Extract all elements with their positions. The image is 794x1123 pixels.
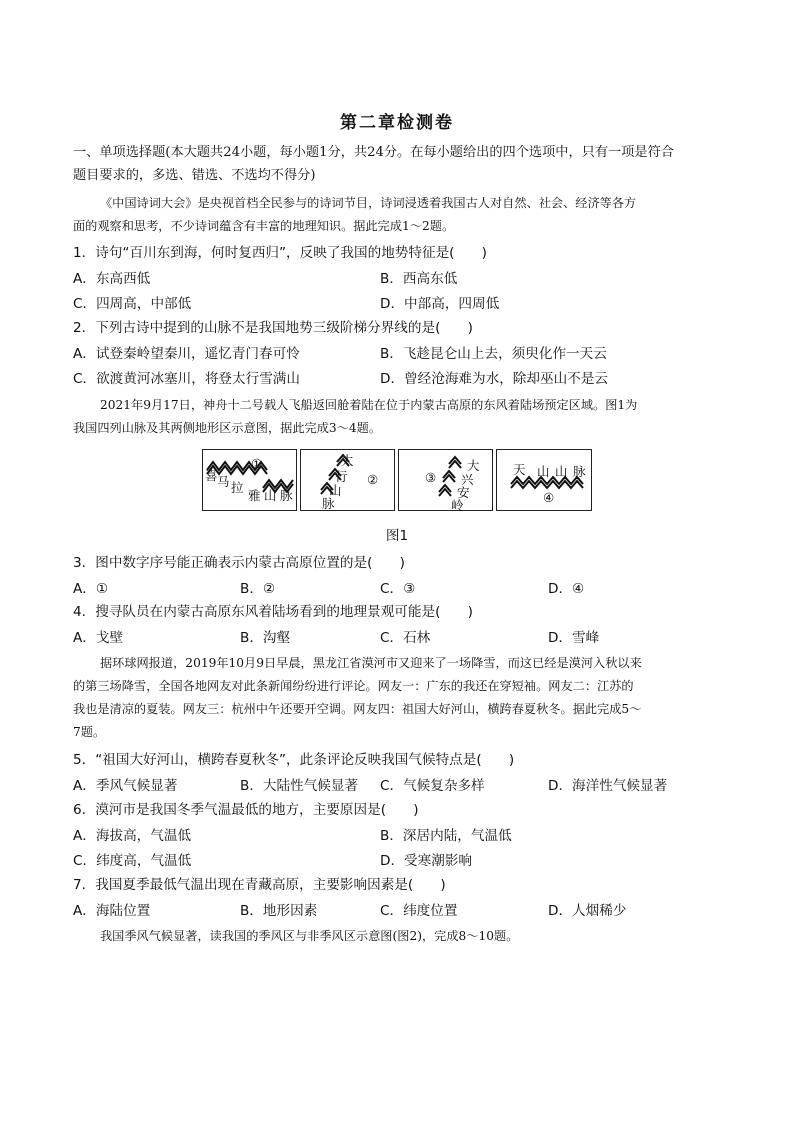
question-7-option-c: C．纬度位置 bbox=[380, 903, 458, 919]
panel3-char4: 岭 bbox=[451, 498, 464, 513]
panel1-char1: 喜 bbox=[205, 468, 218, 483]
figure1-caption: 图1 bbox=[385, 528, 409, 544]
panel3-char1: 大 bbox=[467, 458, 480, 473]
passage1-line1: 《中国诗词大会》是央视首档全民参与的诗词节目，诗词浸透着我国古人对自然、社会、经济等各方 bbox=[100, 196, 637, 210]
question-7-option-a: A．海陆位置 bbox=[73, 903, 151, 919]
question-7-option-b: B．地形因素 bbox=[240, 903, 318, 919]
figure1-panel-1 bbox=[202, 449, 297, 511]
question-5-option-c: C．气候复杂多样 bbox=[380, 778, 485, 794]
passage3-line4: 7题。 bbox=[73, 725, 106, 739]
figure1-panel-3 bbox=[398, 449, 493, 511]
panel2-char4: 脉 bbox=[322, 496, 335, 511]
question-3-stem: 3．图中数字序号能正确表示内蒙古高原位置的是( ) bbox=[73, 555, 405, 571]
panel4-char1: 天 bbox=[513, 462, 526, 477]
panel4-char3: 山 bbox=[555, 464, 568, 479]
panel3-number: ③ bbox=[425, 470, 437, 485]
question-6-stem: 6．漠河市是我国冬季气温最低的地方，主要原因是( ) bbox=[73, 802, 419, 818]
question-6-option-a: A．海拔高，气温低 bbox=[73, 828, 192, 844]
question-3-option-b: B．② bbox=[240, 581, 276, 597]
panel4-char4: 脉 bbox=[573, 464, 586, 479]
passage3-line2: 的第三场降雪，全国各地网友对此条新闻纷纷进行评论。网友一：广东的我还在穿短袖。网友二：江苏的 bbox=[73, 679, 634, 693]
panel1-char3: 拉 bbox=[231, 480, 244, 495]
question-5-option-a: A．季风气候显著 bbox=[73, 778, 178, 794]
passage4-line1: 我国季风气候显著，读我国的季风区与非季风区示意图(图2)，完成8～10题。 bbox=[100, 929, 519, 943]
panel4-number: ④ bbox=[543, 490, 555, 505]
passage1-line2: 面的观察和思考，不少诗词蕴含有丰富的地理知识。据此完成1～2题。 bbox=[73, 219, 455, 233]
panel2-number: ② bbox=[367, 472, 379, 487]
question-1-option-c: C．四周高，中部低 bbox=[73, 296, 192, 312]
panel1-char5: 山 bbox=[264, 488, 277, 503]
question-4-option-b: B．沟壑 bbox=[240, 630, 291, 646]
question-4-option-a: A．戈壁 bbox=[73, 630, 124, 646]
question-1-option-d: D．中部高，四周低 bbox=[380, 296, 500, 312]
passage3-line1: 据环球网报道，2019年10月9日早晨，黑龙江省漠河市又迎来了一场降雪，而这已经是漠河入秋以来 bbox=[100, 656, 642, 670]
panel3-char2: 兴 bbox=[461, 472, 474, 487]
figure1-panel-2 bbox=[300, 449, 395, 511]
question-2-option-b: B．飞趁昆仑山上去，须臾化作一天云 bbox=[380, 346, 607, 362]
question-6-option-c: C．纬度高，气温低 bbox=[73, 853, 192, 869]
section-instructions-line1: 一、单项选择题(本大题共24小题，每小题1分，共24分。在每小题给出的四个选项中，只有一项是符合 bbox=[73, 145, 674, 160]
passage3-line3: 我也是清凉的夏装。网友三：杭州中午还要开空调。网友四：祖国大好河山，横跨春夏秋冬。据此完成5～ bbox=[73, 702, 642, 716]
question-6-option-b: B．深居内陆，气温低 bbox=[380, 828, 512, 844]
question-2-option-a: A．试登秦岭望秦川，遥忆青门春可怜 bbox=[73, 346, 300, 362]
passage2-line1: 2021年9月17日，神舟十二号载人飞船返回舱着陆在位于内蒙古高原的东风着陆场预定区域。图1为 bbox=[100, 398, 638, 412]
question-5-stem: 5．“祖国大好河山，横跨春夏秋冬”，此条评论反映我国气候特点是( ) bbox=[73, 752, 515, 768]
page-title: 第二章检测卷 bbox=[340, 113, 454, 133]
question-4-option-d: D．雪峰 bbox=[548, 630, 600, 646]
question-5-option-b: B．大陆性气候显著 bbox=[240, 778, 359, 794]
panel1-char6: 脉 bbox=[280, 488, 293, 503]
question-3-option-a: A．① bbox=[73, 581, 109, 597]
question-3-option-d: D．④ bbox=[548, 581, 585, 597]
question-2-stem: 2．下列古诗中提到的山脉不是我国地势三级阶梯分界线的是( ) bbox=[73, 320, 473, 336]
question-1-option-a: A．东高西低 bbox=[73, 271, 151, 287]
question-2-option-c: C．欲渡黄河冰塞川，将登太行雪满山 bbox=[73, 371, 300, 387]
question-7-stem: 7．我国夏季最低气温出现在青藏高原，主要影响因素是( ) bbox=[73, 877, 446, 893]
question-4-option-c: C．石林 bbox=[380, 630, 431, 646]
panel2-char2: 行 bbox=[335, 469, 348, 484]
panel1-char4: 雅 bbox=[248, 488, 261, 503]
panel2-char3: 山 bbox=[329, 483, 342, 498]
question-5-option-d: D．海洋性气候显著 bbox=[548, 778, 668, 794]
question-2-option-d: D．曾经沧海难为水，除却巫山不是云 bbox=[380, 371, 608, 387]
panel1-char2: 马 bbox=[217, 474, 230, 489]
question-4-stem: 4．搜寻队员在内蒙古高原东风着陆场看到的地理景观可能是( ) bbox=[73, 604, 473, 620]
figure1-panel-4 bbox=[496, 449, 592, 511]
question-3-option-c: C．③ bbox=[380, 581, 416, 597]
panel1-number: ① bbox=[251, 456, 263, 471]
section-instructions-line2: 题目要求的，多选、错选、不选均不得分) bbox=[73, 168, 316, 183]
question-7-option-d: D．人烟稀少 bbox=[548, 903, 627, 919]
panel2-char1: 太 bbox=[341, 453, 354, 468]
question-1-stem: 1．诗句“百川东到海，何时复西归”，反映了我国的地势特征是( ) bbox=[73, 245, 487, 261]
panel4-char2: 山 bbox=[537, 464, 550, 479]
question-1-option-b: B．西高东低 bbox=[380, 271, 458, 287]
passage2-line2: 我国四列山脉及其两侧地形区示意图，据此完成3～4题。 bbox=[73, 421, 382, 435]
panel3-char3: 安 bbox=[457, 485, 470, 500]
question-6-option-d: D．受寒潮影响 bbox=[380, 853, 473, 869]
